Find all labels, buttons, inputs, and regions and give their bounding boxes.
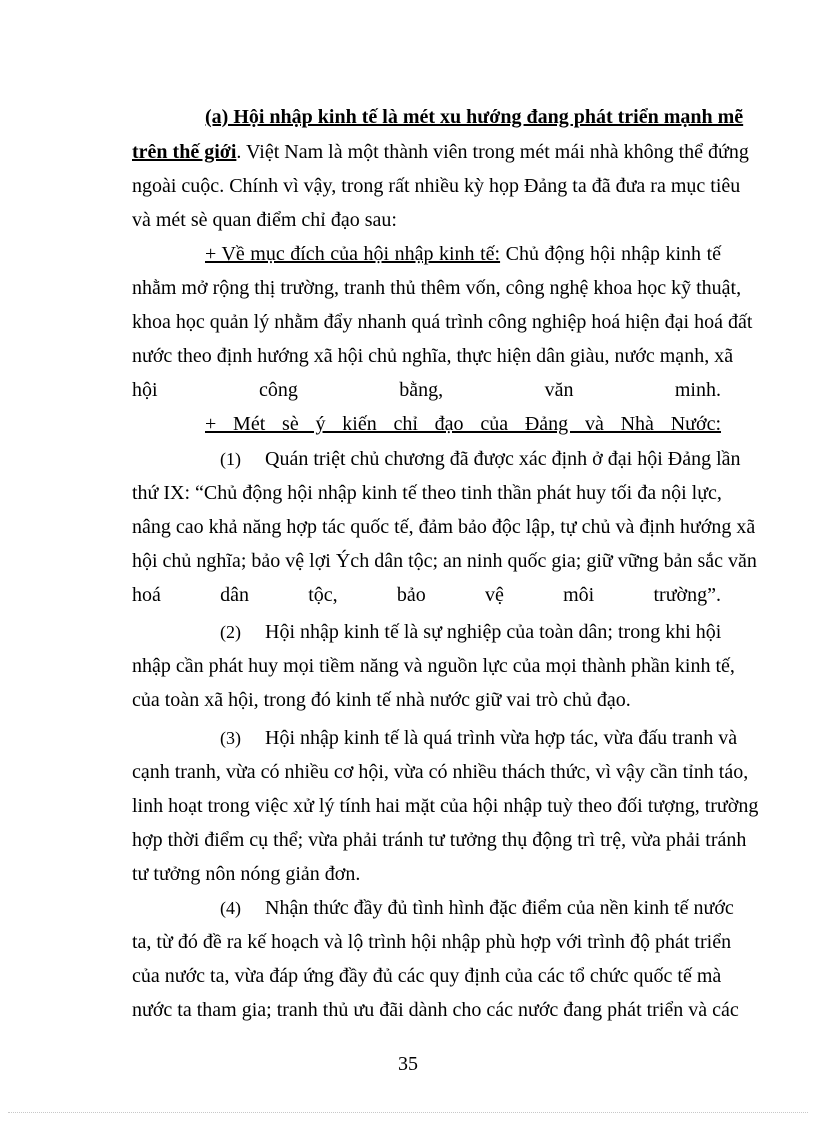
item-line: nước ta tham gia; tranh thủ ưu đãi dành cho các nước đang phát triển và các — [132, 999, 739, 1021]
intro-line: ngoài cuộc. Chính vì vậy, trong rất nhiều kỳ họp Đảng ta đã đưa ra mục tiêu — [132, 175, 741, 197]
purpose-first-line — [205, 237, 721, 271]
item-first-text: Nhận thức đầy đủ tình hình đặc điểm của nền kinh tế nước — [265, 897, 734, 919]
item-number: (4) — [220, 898, 241, 918]
purpose-line: khoa học quản lý nhằm đẩy nhanh quá trình công nghiệp hoá hiện đại hoá đất — [132, 311, 753, 333]
item-line: nhập cần phát huy mọi tiềm năng và nguồn lực của mọi thành phần kinh tế, — [132, 655, 735, 677]
item-line: tư tưởng nôn nóng giản đơn. — [132, 863, 361, 885]
heading-line-2 — [132, 135, 749, 169]
heading-line-1: (a) Hội nhập kinh tế là mét xu hướng đang phát triển mạnh mẽ — [205, 106, 744, 128]
purpose-first-text: Chủ động hội nhập kinh tế — [500, 243, 722, 265]
item-line: ta, từ đó đề ra kế hoạch và lộ trình hội nhập phù hợp với trình độ phát triển — [132, 931, 732, 953]
item-line: của nước ta, vừa đáp ứng đầy đủ các quy định của các tổ chức quốc tế mà — [132, 965, 722, 987]
page-number: 35 — [398, 1053, 418, 1075]
item-first-line — [220, 442, 741, 476]
item-first-text: Hội nhập kinh tế là sự nghiệp của toàn dân; trong khi hội — [265, 621, 722, 643]
item-number: (2) — [220, 622, 241, 642]
intro-line: và mét sè quan điểm chỉ đạo sau: — [132, 209, 397, 231]
item-first-line — [220, 721, 738, 755]
item-line: nâng cao khả năng hợp tác quốc tế, đảm bảo độc lập, tự chủ và định hướng xã — [132, 516, 756, 538]
item-line: hội chủ nghĩa; bảo vệ lợi Ých dân tộc; an ninh quốc gia; giữ vững bản sắc văn — [132, 550, 757, 572]
item-line: thứ IX: “Chủ động hội nhập kinh tế theo tinh thần phát huy tối đa nội lực, — [132, 482, 722, 504]
item-line: hoá dân tộc, bảo vệ môi trường”. — [132, 584, 721, 606]
item-first-line — [220, 891, 734, 925]
item-first-text: Quán triệt chủ chương đã được xác định ở đại hội Đảng lần — [265, 448, 741, 470]
heading-line-2-text: . Việt Nam là một thành viên trong mét mái nhà không thể đứng — [236, 141, 749, 163]
item-line: linh hoạt trong việc xử lý tính hai mặt của hội nhập tuỳ theo đối tượng, trường — [132, 795, 759, 817]
page-edge-divider — [8, 1112, 808, 1113]
heading-emphasis: trên thế giới — [132, 141, 237, 163]
purpose-line: hội công bằng, văn minh. — [132, 379, 721, 401]
purpose-line: nhằm mở rộng thị trường, tranh thủ thêm vốn, công nghệ khoa học kỹ thuật, — [132, 277, 742, 299]
item-line: hợp thời điểm cụ thể; vừa phải tránh tư tưởng thụ động trì trệ, vừa phải tránh — [132, 829, 747, 851]
item-line: của toàn xã hội, trong đó kinh tế nhà nước giữ vai trò chủ đạo. — [132, 689, 631, 711]
purpose-label: + Về mục đích của hội nhập kinh tế: — [205, 243, 501, 265]
item-line: cạnh tranh, vừa có nhiều cơ hội, vừa có nhiều thách thức, vì vậy cần tỉnh táo, — [132, 761, 749, 783]
item-number: (1) — [220, 449, 241, 469]
purpose-line: nước theo định hướng xã hội chủ nghĩa, thực hiện dân giàu, nước mạnh, xã — [132, 345, 734, 367]
item-first-line — [220, 615, 721, 649]
opinions-label: + Mét sè ý kiến chỉ đạo của Đảng và Nhà Nước: — [205, 413, 721, 435]
item-number: (3) — [220, 728, 241, 748]
item-first-text: Hội nhập kinh tế là quá trình vừa hợp tác, vừa đấu tranh và — [265, 727, 738, 749]
